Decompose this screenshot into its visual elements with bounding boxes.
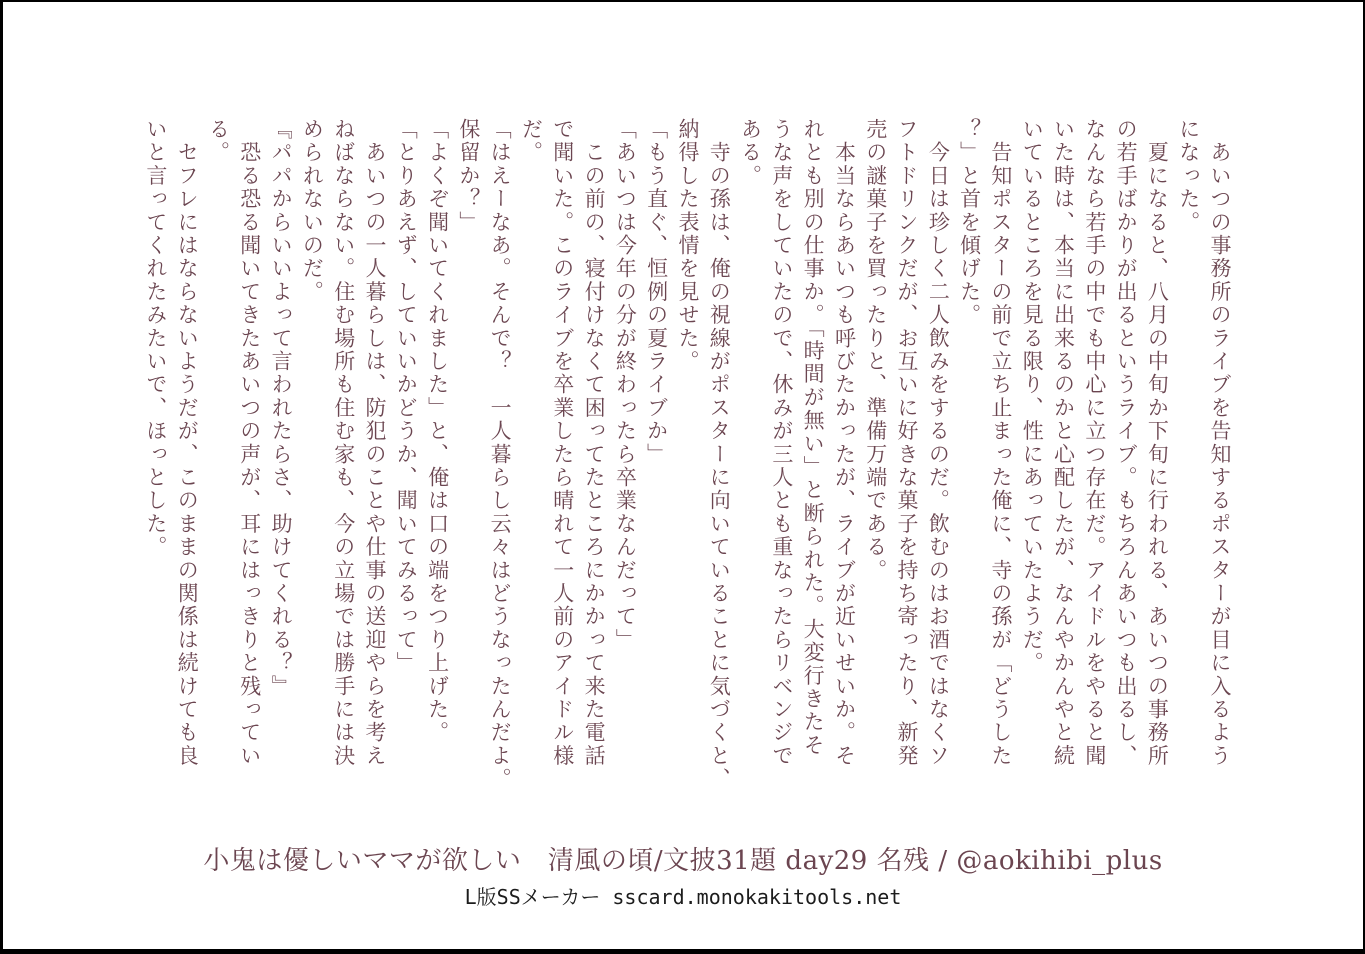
story-line: なんなら若手の中でも中心に立つ存在だ。アイドルをやると聞: [1082, 118, 1107, 768]
story-line: められないのだ。: [300, 118, 325, 304]
story-line: 夏になると、八月の中旬か下旬に行われる、あいつの事務所: [1145, 118, 1170, 768]
story-line: だ。: [519, 118, 544, 165]
story-line: の若手ばかりが出るというライブ。もちろんあいつも出るし、: [1114, 118, 1139, 768]
story-text-vertical: [140, 118, 1235, 808]
story-line: 恐る恐る聞いてきたあいつの声が、耳にはっきりと残ってい: [237, 118, 262, 768]
story-line: いているところを見る限り、性にあっていたようだ。: [1020, 118, 1045, 675]
story-line: 「あいつは今年の分が終わったら卒業なんだって」: [613, 118, 638, 652]
story-line: 納得した表情を見せた。: [675, 118, 700, 374]
story-line: ？」と首を傾げた。: [957, 118, 982, 327]
story-line: 本当ならあいつも呼びたかったが、ライブが近いせいか。そ: [832, 118, 857, 768]
story-line: 保留か？」: [456, 118, 481, 234]
story-line: 「もう直ぐ、恒例の夏ライブか」: [644, 118, 669, 466]
story-line: 『パパからいいよって言われたらさ、助けてくれる？』: [269, 118, 294, 698]
story-line: れとも別の仕事か。「時間が無い」と断られた。大変行きたそ: [801, 118, 826, 758]
story-line: あいつの一人暮らしは、防犯のことや仕事の送迎やらを考え: [362, 118, 387, 768]
story-card-page: [3, 2, 1363, 949]
story-line: 売の謎菓子を買ったりと、準備万端である。: [863, 118, 888, 582]
story-line: いた時は、本当に出来るのかと心配したが、なんやかんやと続: [1051, 118, 1076, 768]
story-line: 寺の孫は、俺の視線がポスターに向いていることに気づくと、: [707, 118, 732, 791]
story-line: セフレにはならないようだが、このままの関係は続けても良: [175, 118, 200, 768]
generator-credit-line: L版SSメーカー sscard.monokakitools.net: [464, 885, 902, 909]
story-line: ある。: [738, 118, 763, 188]
story-line: うな声をしていたので、休みが三人とも重なったらリベンジで: [769, 118, 794, 768]
story-line: ねばならない。住む場所も住む家も、今の立場では勝手には決: [331, 118, 356, 768]
story-line: る。: [206, 118, 231, 165]
story-line: 「とりあえず、していいかどうか、聞いてみるって」: [394, 118, 419, 675]
story-line: いと言ってくれたみたいで、ほっとした。: [143, 118, 168, 559]
story-title-credit-line: 小鬼は優しいママが欲しい 清風の頃/文披31題 day29 名残 / @aokihibi_plus: [203, 846, 1163, 876]
story-line: この前の、寝付けなくて困ってたところにかかって来た電話: [582, 118, 607, 768]
story-line: 「よくぞ聞いてくれました」と、俺は口の端をつり上げた。: [425, 118, 450, 745]
story-line: フトドリンクだが、お互いに好きな菓子を持ち寄ったり、新発: [895, 118, 920, 768]
story-line: 「はえーなあ。そんで？ 一人暮らし云々はどうなったんだよ。: [488, 118, 513, 791]
story-line: あいつの事務所のライブを告知するポスターが目に入るよう: [1208, 118, 1232, 768]
story-line: になった。: [1176, 118, 1201, 234]
story-line: で聞いた。このライブを卒業したら晴れて一人前のアイドル様: [550, 118, 575, 768]
story-line: 告知ポスターの前で立ち止まった俺に、寺の孫が「どうした: [988, 118, 1013, 768]
story-line: 今日は珍しく二人飲みをするのだ。飲むのはお酒ではなくソ: [926, 118, 951, 768]
